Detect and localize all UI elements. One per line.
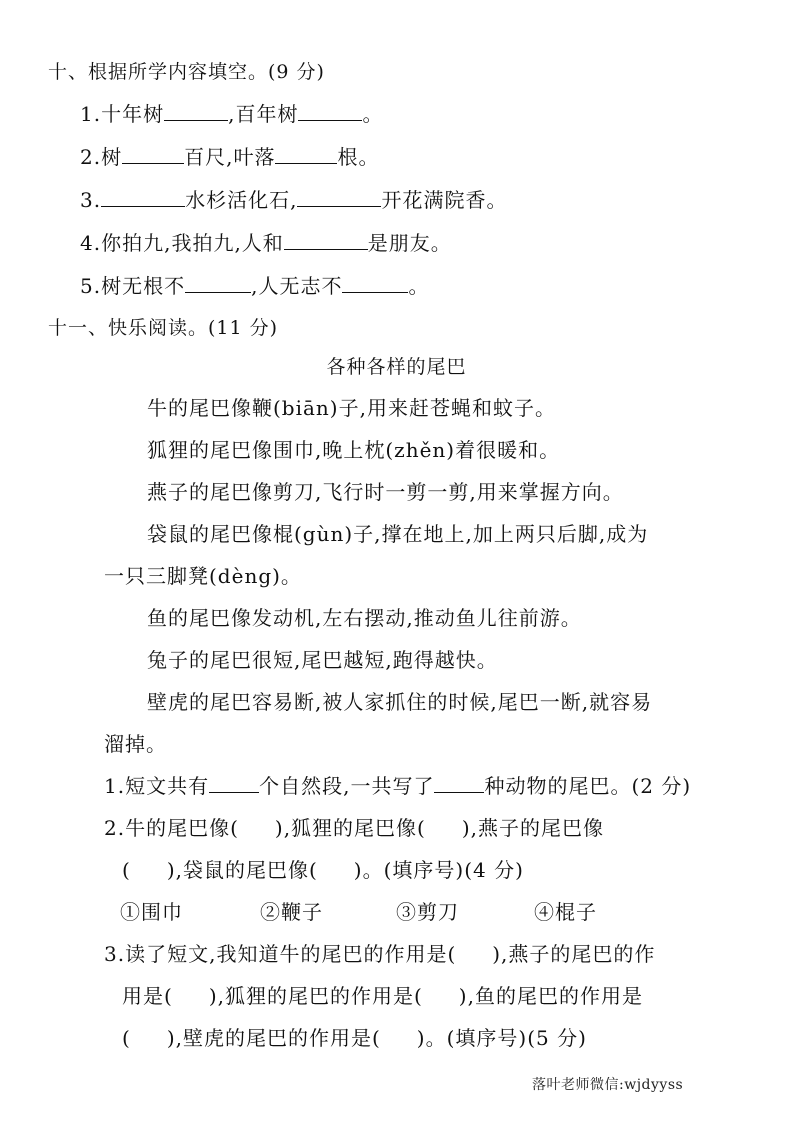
q1-text-a: 1.十年树 xyxy=(80,102,165,126)
rq2-text: 2.牛的尾巴像( xyxy=(104,816,239,840)
answer-blank[interactable] xyxy=(434,774,484,793)
option-1: ①围巾 xyxy=(120,900,183,924)
rq3-text: ( xyxy=(122,1026,131,1050)
paragraph-2: 狐狸的尾巴像围巾,晚上枕(zhěn)着很暖和。 xyxy=(147,438,561,462)
rq1-text-a: 1.短文共有 xyxy=(104,774,210,798)
q1-text-b: ,百年树 xyxy=(228,102,299,126)
option-4: ④棍子 xyxy=(534,900,597,924)
paragraph-7-line-2: 溜掉。 xyxy=(104,732,167,756)
section-11-title: 十一、快乐阅读。(11 分) xyxy=(48,317,279,339)
q3-text-a: 3. xyxy=(80,188,102,212)
section-10-title: 十、根据所学内容填空。(9 分) xyxy=(48,61,325,83)
rq3-text: 用是( xyxy=(122,984,173,1008)
paragraph-3: 燕子的尾巴像剪刀,飞行时一剪一剪,用来掌握方向。 xyxy=(147,480,624,504)
reading-question-3-line-2 xyxy=(122,982,643,1010)
rq3-text: )。(填序号)(5 分) xyxy=(416,1026,587,1050)
paragraph-4-line-2: 一只三脚凳(dèng)。 xyxy=(104,564,302,588)
fill-question-5 xyxy=(80,272,429,300)
rq3-text: ),狐狸的尾巴的作用是( xyxy=(208,984,423,1008)
answer-blank[interactable] xyxy=(275,145,337,164)
rq2-text: ),燕子的尾巴像 xyxy=(461,816,605,840)
paragraph-6: 兔子的尾巴很短,尾巴越短,跑得越快。 xyxy=(147,648,498,672)
answer-blank[interactable] xyxy=(342,274,408,293)
option-2: ②鞭子 xyxy=(260,900,323,924)
fill-question-1 xyxy=(80,100,383,128)
paragraph-5: 鱼的尾巴像发动机,左右摆动,推动鱼儿往前游。 xyxy=(147,606,582,630)
answer-blank[interactable] xyxy=(209,774,259,793)
rq3-text: ),鱼的尾巴的作用是 xyxy=(458,984,643,1008)
reading-question-2-line-1 xyxy=(104,814,604,842)
footer-contact: 落叶老师微信:wjdyyss xyxy=(532,1077,684,1093)
reading-question-1 xyxy=(104,772,691,800)
q5-text-b: ,人无志不 xyxy=(251,274,343,298)
rq2-text: )。(填序号)(4 分) xyxy=(353,858,524,882)
rq2-text: ),狐狸的尾巴像( xyxy=(274,816,426,840)
answer-blank[interactable] xyxy=(122,145,184,164)
option-3: ③剪刀 xyxy=(396,900,459,924)
rq2-text: ),袋鼠的尾巴像( xyxy=(166,858,318,882)
q2-text-c: 根。 xyxy=(337,145,380,169)
q4-text-a: 4.你拍九,我拍九,人和 xyxy=(80,231,284,255)
fill-question-4 xyxy=(80,229,452,257)
paragraph-7-line-1: 壁虎的尾巴容易断,被人家抓住的时候,尾巴一断,就容易 xyxy=(147,690,653,714)
q2-text-b: 百尺,叶落 xyxy=(184,145,276,169)
q3-text-b: 水杉活化石, xyxy=(185,188,298,212)
answer-blank[interactable] xyxy=(164,102,228,121)
fill-question-2 xyxy=(80,143,379,171)
reading-question-2-line-2 xyxy=(122,856,524,884)
q4-text-b: 是朋友。 xyxy=(367,231,452,255)
rq1-text-c: 种动物的尾巴。(2 分) xyxy=(484,774,692,798)
q5-text-a: 5.树无根不 xyxy=(80,274,186,298)
q1-text-c: 。 xyxy=(362,102,384,126)
q2-text-a: 2.树 xyxy=(80,145,123,169)
rq2-text: ( xyxy=(122,858,131,882)
rq1-text-b: 个自然段,一共写了 xyxy=(259,774,435,798)
q5-text-c: 。 xyxy=(408,274,430,298)
answer-blank[interactable] xyxy=(284,231,368,250)
q3-text-c: 开花满院香。 xyxy=(381,188,508,212)
reading-question-3-line-1 xyxy=(104,940,655,968)
paragraph-4-line-1: 袋鼠的尾巴像棍(gùn)子,撑在地上,加上两只后脚,成为 xyxy=(147,522,649,546)
passage-title: 各种各样的尾巴 xyxy=(326,356,467,378)
rq3-text: ),壁虎的尾巴的作用是( xyxy=(166,1026,381,1050)
answer-blank[interactable] xyxy=(101,188,185,207)
reading-question-3-line-3 xyxy=(122,1024,587,1052)
fill-question-3 xyxy=(80,186,507,214)
answer-blank[interactable] xyxy=(298,102,362,121)
rq3-text: ),燕子的尾巴的作 xyxy=(492,942,656,966)
rq3-text: 3.读了短文,我知道牛的尾巴的作用是( xyxy=(104,942,457,966)
answer-blank[interactable] xyxy=(185,274,251,293)
paragraph-1: 牛的尾巴像鞭(biān)子,用来赶苍蝇和蚊子。 xyxy=(147,396,556,420)
answer-blank[interactable] xyxy=(297,188,381,207)
